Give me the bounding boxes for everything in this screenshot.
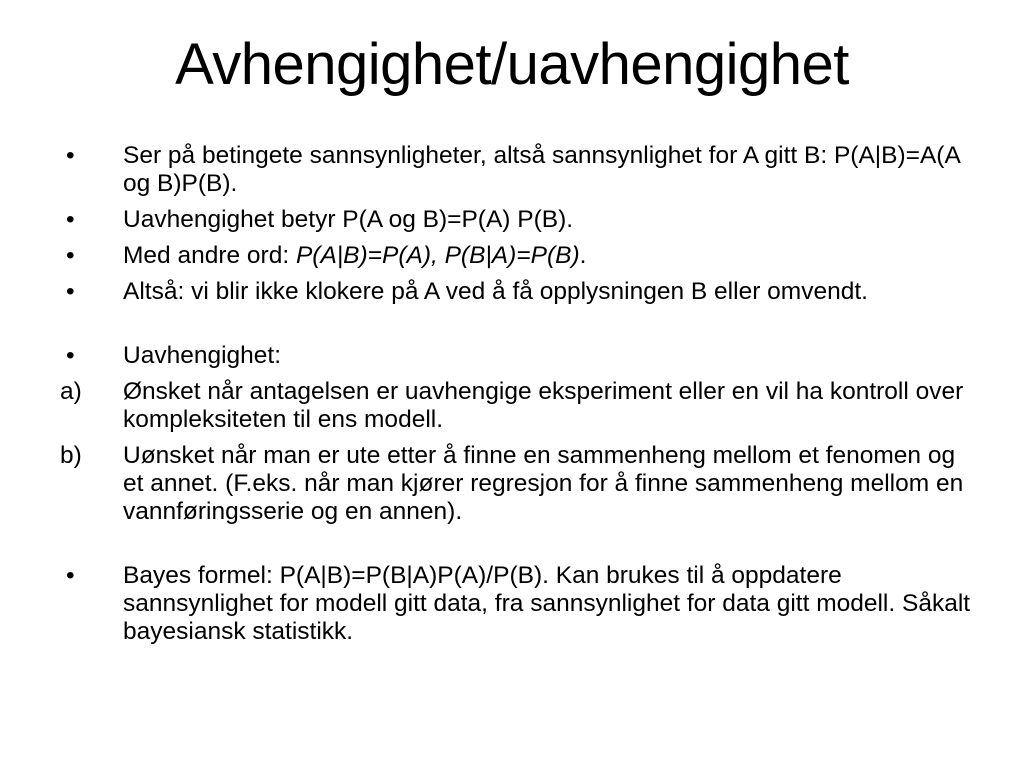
list-text: Uønsket når man er ute etter å finne en sammenheng mellom et fenomen og et annet. (F.eks. når man kjører regresjon for å finne sammenheng mellom en vannføringsserie og en annen). (123, 442, 964, 525)
bullet-marker: • (66, 562, 75, 589)
bullet-text-prefix: Med andre ord: (123, 242, 296, 269)
bullet-text (123, 242, 980, 270)
bullet-text: Uavhengighet: (123, 342, 282, 369)
list-item-b (60, 442, 980, 526)
bullet-item-independence-definition (60, 206, 980, 234)
bullet-item-conditional-probability (60, 142, 980, 198)
bullet-marker: • (66, 142, 75, 169)
bullet-text: Ser på betingete sannsynligheter, altså sannsynlighet for A gitt B: P(A|B)=A(A og B)P(B). (123, 142, 960, 197)
bullet-item-in-other-words (60, 242, 980, 270)
list-marker: b) (60, 442, 82, 469)
bullet-text: Bayes formel: P(A|B)=P(B|A)P(A)/P(B). Kan brukes til å oppdatere sannsynlighet for modell gitt data, fra sannsynlighet for data gitt modell. Såkalt bayesiansk statistikk. (123, 562, 971, 645)
bullet-marker: • (66, 242, 75, 269)
bullet-text-suffix: . (579, 242, 587, 269)
list-item-a (60, 378, 980, 434)
slide-title: Avhengighet/uavhengighet (175, 32, 849, 97)
bullet-item-no-wiser (60, 278, 980, 306)
bullet-item-independence-heading (60, 342, 980, 370)
bullet-marker: • (66, 342, 75, 369)
bullet-text: Uavhengighet betyr P(A og B)=P(A) P(B). (123, 206, 574, 233)
bullet-item-bayes-formula (60, 562, 980, 646)
bullet-text: Altså: vi blir ikke klokere på A ved å få opplysningen B eller omvendt. (123, 278, 868, 305)
list-marker: a) (60, 378, 82, 405)
bullet-text-formula: P(A|B)=P(A), P(B|A)=P(B) (295, 242, 580, 269)
slide-body (60, 142, 980, 654)
bullet-marker: • (66, 206, 75, 233)
bullet-marker: • (66, 278, 75, 305)
list-text: Ønsket når antagelsen er uavhengige eksperiment eller en vil ha kontroll over kompleksiteten til ens modell. (123, 378, 964, 433)
